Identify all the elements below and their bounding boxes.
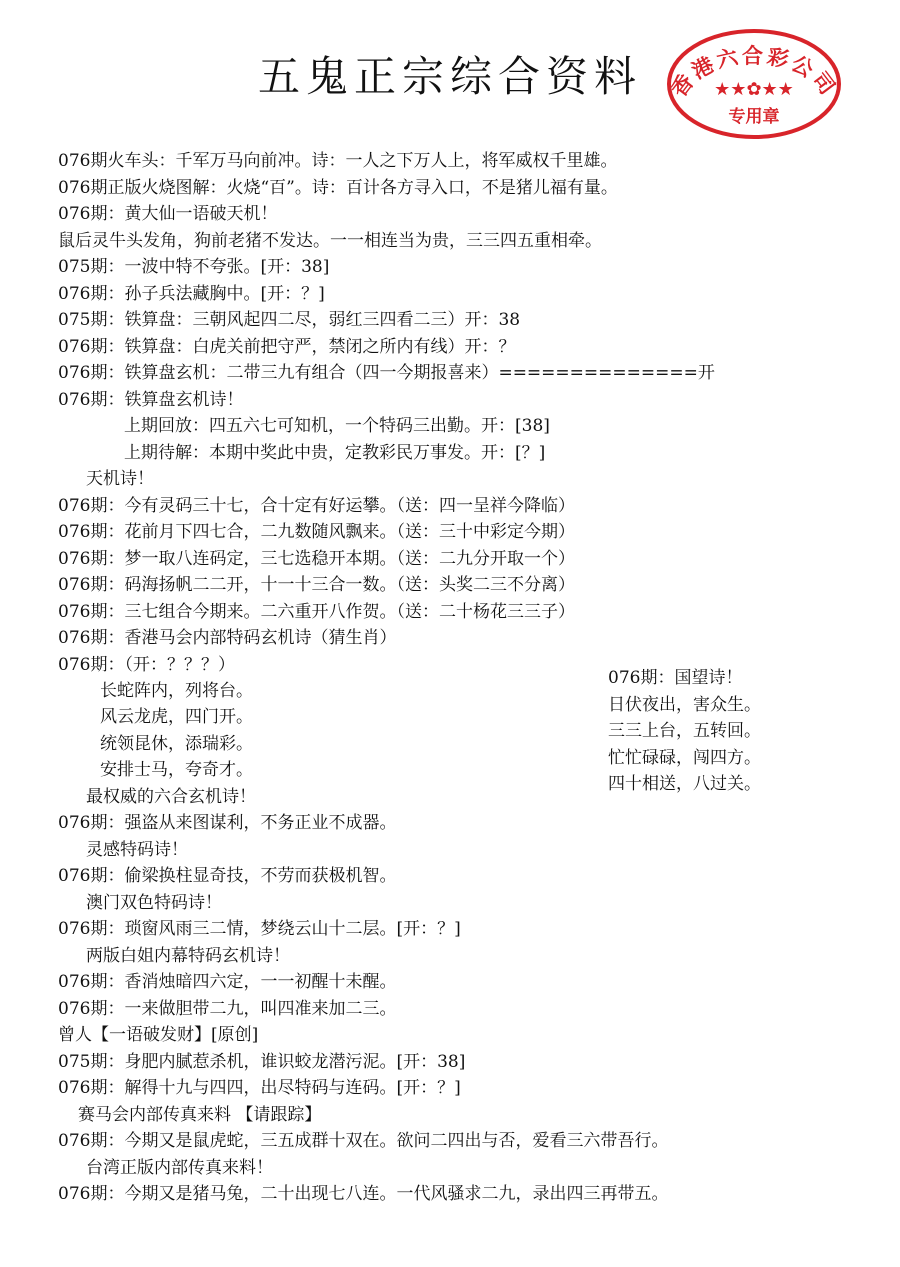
right-poem-line: 忙忙碌碌，闯四方。 bbox=[608, 748, 761, 768]
text-line: 澳门双色特码诗！ bbox=[86, 893, 222, 913]
text-line: 鼠后灵牛头发角，狗前老猪不发达。一一相连当为贵，三三四五重相牵。 bbox=[58, 231, 602, 251]
text-line: 076期：梦一取八连码定，三七选稳开本期。（送：二九分开取一个） bbox=[58, 549, 575, 569]
text-line: 赛马会内部传真来料 【请跟踪】 bbox=[78, 1105, 322, 1125]
text-line: 076期火车头：千军万马向前冲。诗：一人之下万人上，将军威权千里雄。 bbox=[58, 151, 618, 171]
seal-bottom-text: 专用章 bbox=[728, 107, 780, 127]
text-line: 灵感特码诗！ bbox=[86, 840, 188, 860]
text-line: 076期：黄大仙一语破天机！ bbox=[58, 204, 278, 224]
page-title: 五鬼正宗综合资料 bbox=[257, 52, 642, 101]
text-line: 076期：（开：？？？） bbox=[58, 655, 235, 675]
right-poem-line: 日伏夜出，害众生。 bbox=[608, 695, 761, 715]
right-poem-line: 076期：国望诗！ bbox=[608, 668, 743, 688]
seal-stars: ★★✿★★ bbox=[714, 79, 794, 100]
text-line: 安排士马，夸奇才。 bbox=[100, 760, 253, 780]
text-line: 曾人【一语破发财】[原创] bbox=[58, 1025, 259, 1045]
text-line: 076期：铁算盘：白虎关前把守严，禁闭之所内有线）开：？ bbox=[58, 337, 516, 357]
text-line: 076期：孙子兵法藏胸中。[开：？] bbox=[58, 284, 325, 304]
text-line: 075期：一波中特不夸张。[开：38] bbox=[58, 257, 330, 277]
text-line: 076期：铁算盘玄机：二带三九有组合（四一今期报喜来）==============开 bbox=[58, 363, 715, 383]
text-line: 076期：一来做胆带二九，叫四准来加二三。 bbox=[58, 999, 397, 1019]
text-line: 076期：香消烛暗四六定，一一初醒十未醒。 bbox=[58, 972, 397, 992]
text-line: 最权威的六合玄机诗！ bbox=[86, 787, 256, 807]
text-line: 风云龙虎，四门开。 bbox=[100, 707, 253, 727]
seal-top-text: 香港六合彩公司 bbox=[666, 43, 842, 102]
text-line: 两版白姐内幕特码玄机诗！ bbox=[86, 946, 290, 966]
text-line: 076期：今期又是鼠虎蛇，三五成群十双在。欲问二四出与否，爱看三六带吾行。 bbox=[58, 1131, 669, 1151]
text-line: 076期正版火烧图解：火烧“百”。诗：百计各方寻入口，不是猪儿福有量。 bbox=[58, 178, 618, 198]
text-line: 076期：三七组合今期来。二六重开八作贺。（送：二十杨花三三子） bbox=[58, 602, 575, 622]
text-line: 长蛇阵内，列将台。 bbox=[100, 681, 253, 701]
text-line: 076期：花前月下四七合，二九数随风飘来。（送：三十中彩定今期） bbox=[58, 522, 575, 542]
text-line: 076期：今有灵码三十七，合十定有好运攀。（送：四一呈祥今降临） bbox=[58, 496, 575, 516]
text-line: 台湾正版内部传真来料！ bbox=[86, 1158, 273, 1178]
text-line: 统领昆休，添瑞彩。 bbox=[100, 734, 253, 754]
text-line: 076期：偷梁换柱显奇技，不劳而获极机智。 bbox=[58, 866, 397, 886]
text-line: 076期：铁算盘玄机诗！ bbox=[58, 390, 244, 410]
text-line: 075期：铁算盘：三朝风起四二尽，弱红三四看二三）开：38 bbox=[58, 310, 521, 330]
company-seal bbox=[666, 28, 842, 140]
text-line: 076期：码海扬帆二二开，十一十三合一数。（送：头奖二三不分离） bbox=[58, 575, 575, 595]
text-line: 076期：香港马会内部特码玄机诗（猜生肖） bbox=[58, 628, 397, 648]
text-line: 076期：强盗从来图谋利，不务正业不成器。 bbox=[58, 813, 397, 833]
text-line: 076期：解得十九与四四，出尽特码与连码。[开：？] bbox=[58, 1078, 461, 1098]
text-line: 075期：身肥内腻惹杀机，谁识蛟龙潜污泥。[开：38] bbox=[58, 1052, 466, 1072]
right-poem-line: 三三上台，五转回。 bbox=[608, 721, 761, 741]
text-line: 076期：琐窗风雨三二情，梦绕云山十二层。[开：？] bbox=[58, 919, 461, 939]
text-line: 上期待解：本期中奖此中贵，定教彩民万事发。开：[？] bbox=[124, 443, 546, 463]
right-poem-line: 四十相送，八过关。 bbox=[608, 774, 761, 794]
text-line: 上期回放：四五六七可知机，一个特码三出勤。开：[38] bbox=[124, 416, 550, 436]
text-line: 076期：今期又是猪马兔，二十出现七八连。一代风骚求二九，录出四三再带五。 bbox=[58, 1184, 669, 1204]
text-line: 天机诗！ bbox=[86, 469, 154, 489]
